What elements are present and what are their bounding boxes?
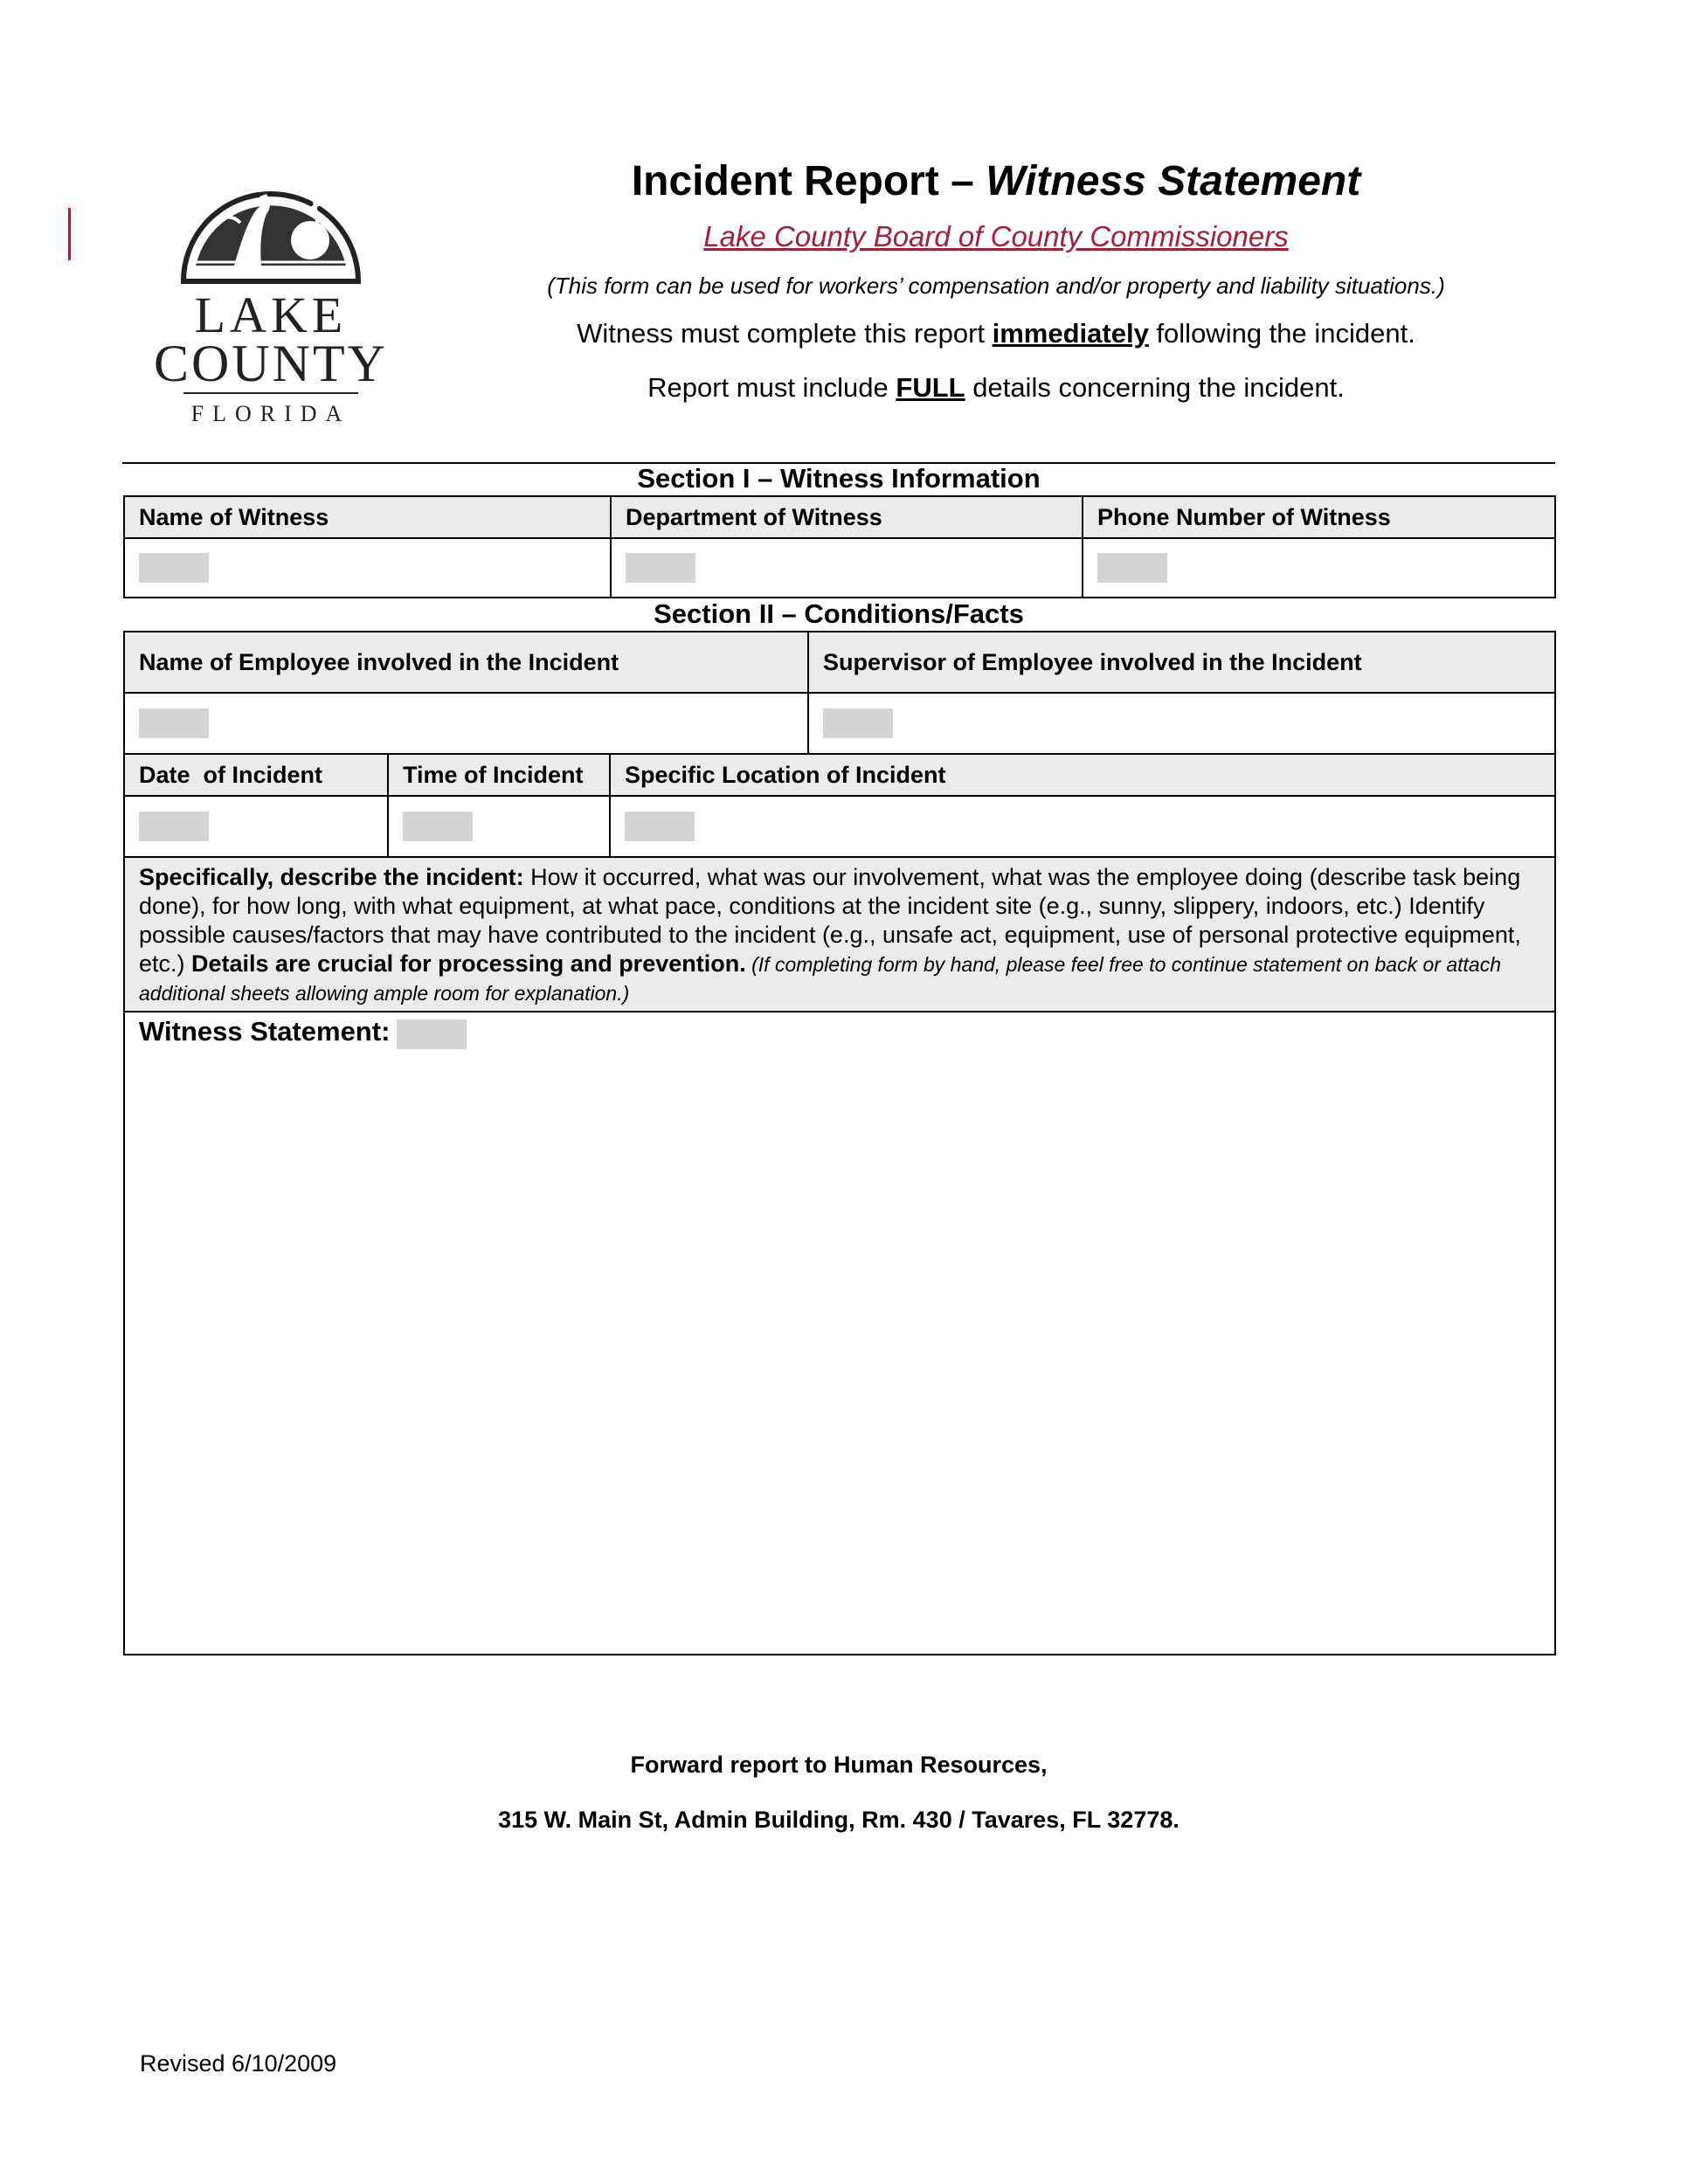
witness-department-label: Department of Witness [611, 496, 1083, 538]
supervisor-input[interactable] [823, 708, 893, 738]
incident-date-input[interactable] [139, 812, 209, 841]
supervisor-label: Supervisor of Employee involved in the Incident [808, 632, 1555, 693]
logo-line-lake: LAKE [194, 287, 348, 343]
witness-statement-input[interactable] [397, 1019, 467, 1049]
incident-time-input[interactable] [403, 812, 473, 841]
witness-name-field[interactable] [124, 538, 611, 598]
witness-department-field[interactable] [611, 538, 1083, 598]
incident-time-field[interactable] [388, 796, 610, 857]
logo-line-florida: FLORIDA [190, 401, 351, 426]
conditions-table [123, 631, 1556, 755]
witness-department-input[interactable] [626, 553, 695, 583]
employee-name-input[interactable] [139, 708, 209, 738]
instruction1-post: following the incident. [1148, 318, 1415, 349]
forward-instruction: Forward report to Human Resources, [630, 1752, 1048, 1778]
incident-details-table [123, 753, 1556, 858]
instruction2-post: details concerning the incident. [965, 372, 1345, 403]
incident-description-instructions [124, 857, 1555, 1012]
incident-date-label: Date of Incident [124, 754, 388, 796]
margin-marker [68, 208, 71, 260]
instruction1-emphasis: immediately [992, 318, 1149, 349]
logo-divider [183, 392, 358, 394]
revision-date: Revised 6/10/2009 [140, 2050, 337, 2077]
instruction-full-details [454, 370, 1538, 406]
instruction-immediately [454, 315, 1538, 352]
describe-note: (If completing form by hand, please feel free to continue statement on back or attach additional sheets allowing ample room for explanation.) [139, 953, 1501, 1005]
witness-phone-label: Phone Number of Witness [1083, 496, 1555, 538]
usage-note: (This form can be used for workers’ compensation and/or property and liability situations.) [547, 273, 1445, 299]
witness-info-table [123, 495, 1556, 598]
description-table [123, 856, 1556, 1655]
employee-name-field[interactable] [124, 693, 808, 754]
instruction1-pre: Witness must complete this report [577, 318, 993, 349]
instruction2-emphasis: FULL [896, 372, 965, 403]
witness-phone-input[interactable] [1097, 553, 1167, 583]
forward-address: 315 W. Main St, Admin Building, Rm. 430 / Tavares, FL 32778. [498, 1807, 1180, 1833]
incident-location-field[interactable] [610, 796, 1555, 857]
instruction2-pre: Report must include [647, 372, 896, 403]
lake-county-logo [149, 175, 393, 424]
employee-name-label: Name of Employee involved in the Incident [124, 632, 808, 693]
incident-date-field[interactable] [124, 796, 388, 857]
supervisor-field[interactable] [808, 693, 1555, 754]
section1-title: Section I – Witness Information [637, 463, 1041, 494]
witness-phone-field[interactable] [1083, 538, 1555, 598]
describe-heading: Specifically, describe the incident: [139, 864, 524, 890]
witness-name-input[interactable] [139, 553, 209, 583]
witness-statement-field[interactable] [124, 1012, 1555, 1655]
logo-line-county: COUNTY [154, 335, 388, 392]
witness-statement-label: Witness Statement: [139, 1016, 391, 1047]
title-italic: Witness Statement [986, 158, 1361, 204]
page-title [454, 153, 1538, 211]
incident-location-input[interactable] [625, 812, 695, 841]
organization-link[interactable]: Lake County Board of County Commissioners [703, 220, 1289, 252]
section2-title: Section II – Conditions/Facts [654, 598, 1024, 629]
witness-name-label: Name of Witness [124, 496, 611, 538]
describe-emphasis: Details are crucial for processing and prevention. [191, 950, 746, 977]
incident-time-label: Time of Incident [388, 754, 610, 796]
describe-text: How it occurred, what was our involvement, what was the employee doing (describe task being done), for how long, with what equipment, at what pace, conditions at the incident site (e.g., sunny, slippery, indoors, etc.) Identify possible causes/factors that may have contributed to the incident (e.g., unsafe act, equipment, use of personal protective equipment, etc.) [139, 864, 1521, 977]
incident-location-label: Specific Location of Incident [610, 754, 1555, 796]
logo-emblem-icon [179, 175, 363, 284]
title-main: Incident Report – [631, 158, 986, 204]
form-header [454, 153, 1538, 406]
